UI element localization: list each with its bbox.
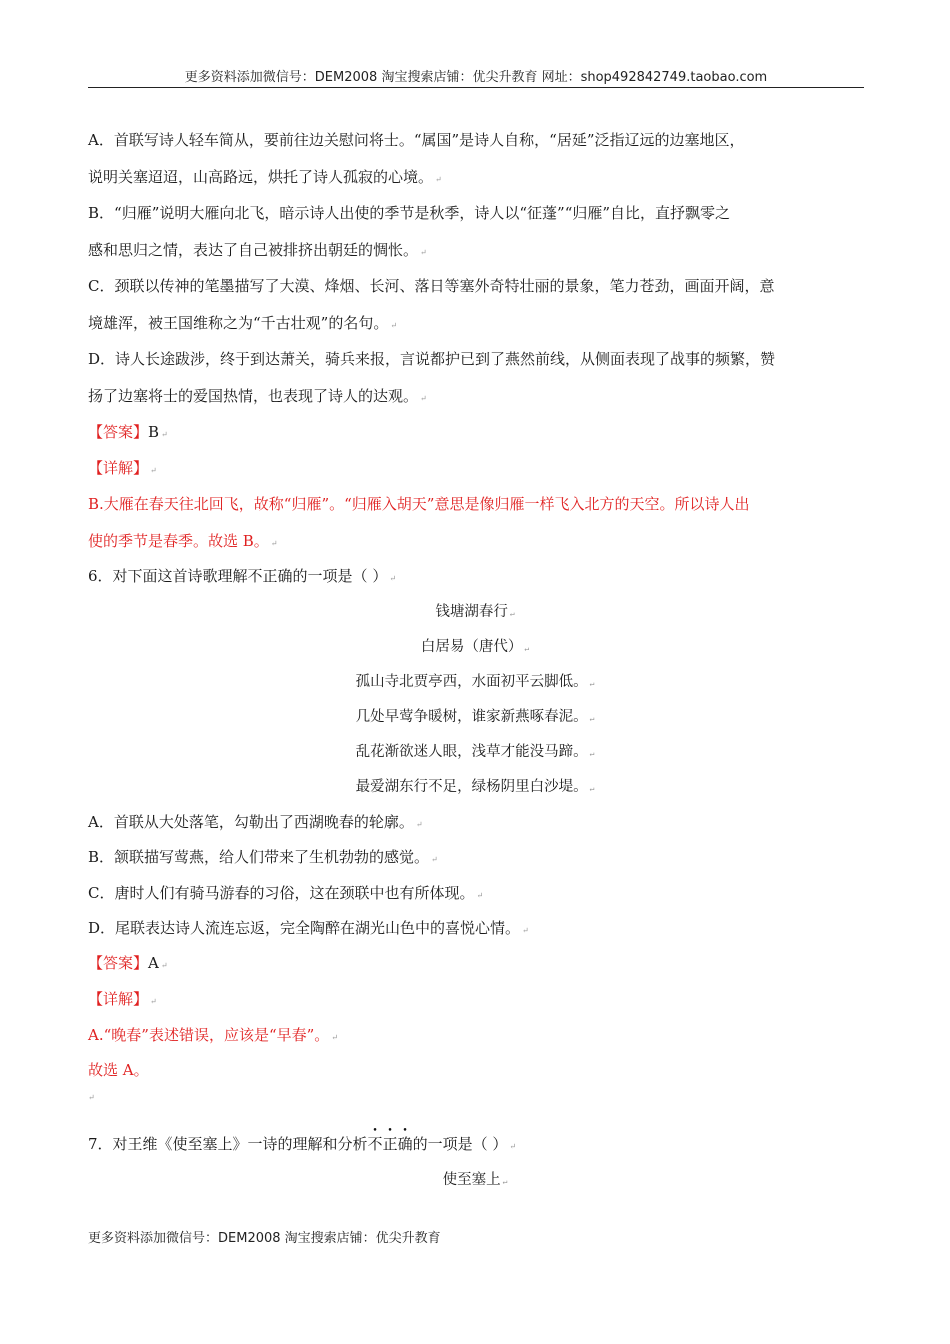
q6-detail-line2: 故选 A。 <box>88 1061 149 1079</box>
header-divider <box>88 87 864 88</box>
q6-option-a: A．首联从大处落笔，勾勒出了西湖晚春的轮廓。 ↵ <box>88 813 423 831</box>
q6-poem-line-1: 孤山寺北贾亭西，水面初平云脚低。 ↵ <box>355 674 595 690</box>
q5-option-b-line1: B．“归雁”说明大雁向北飞，暗示诗人出使的季节是秋季，诗人以“征蓬”“归雁”自比，直抒飘零之 <box>88 204 731 222</box>
emphasis-char-2: 正 <box>382 1135 398 1153</box>
q5-option-a-line2: 说明关塞迢迢，山高路远，烘托了诗人孤寂的心境。 ↵ <box>88 168 442 186</box>
q5-option-b-line2: 感和思归之情，表达了自己被排挤出朝廷的惆怅。 ↵ <box>88 241 427 259</box>
q6-option-b: B．颔联描写莺燕，给人们带来了生机勃勃的感觉。 ↵ <box>88 848 438 866</box>
q6-poem-title: 钱塘湖春行 ↵ <box>435 604 515 620</box>
q6-option-d: D．尾联表达诗人流连忘返，完全陶醉在湖光山色中的喜悦心情。 ↵ <box>88 919 529 937</box>
emphasis-char-1: 不 <box>367 1135 383 1153</box>
q6-option-c: C．唐时人们有骑马游春的习俗，这在颈联中也有所体现。 ↵ <box>88 884 484 902</box>
empty-paragraph-mark: ↵ <box>88 1093 95 1102</box>
q6-question: 6．对下面这首诗歌理解不正确的一项是（ ） ↵ <box>88 567 397 585</box>
q6-poem-line-3: 乱花渐欲迷人眼，浅草才能没马蹄。 ↵ <box>355 744 595 760</box>
q6-answer: 【答案】A ↵ <box>88 954 168 972</box>
q7-question: 7．对王维《使至塞上》一诗的理解和分析不正确的一项是（ ） ↵ <box>88 1135 517 1153</box>
q6-poem-line-2: 几处早莺争暖树，谁家新燕啄春泥。 ↵ <box>355 709 595 725</box>
emphasis-char-3: 确 <box>397 1135 413 1153</box>
q6-poem-author: 白居易（唐代） ↵ <box>420 639 530 655</box>
q5-detail-line1: B.大雁在春天往北回飞，故称“归雁”。“归雁入胡天”意思是像归雁一样飞入北方的天空。所以诗人出 <box>88 495 750 513</box>
q5-option-d-line2: 扬了边塞将士的爱国热情，也表现了诗人的达观。 ↵ <box>88 387 427 405</box>
q6-detail-label: 【详解】 ↵ <box>88 990 157 1008</box>
page-header: 更多资料添加微信号：DEM2008 淘宝搜索店铺：优尖升教育 网址：shop492842749.taobao.com <box>184 70 768 85</box>
q7-poem-title: 使至塞上 ↵ <box>442 1172 508 1188</box>
q5-option-d-line1: D．诗人长途跋涉，终于到达萧关，骑兵来报，言说都护已到了燕然前线，从侧面表现了战事的频繁，赞 <box>88 350 776 368</box>
q5-detail-line2: 使的季节是春季。故选 B。 ↵ <box>88 532 278 550</box>
q5-option-c-line1: C．颈联以传神的笔墨描写了大漠、烽烟、长河、落日等塞外奇特壮丽的景象，笔力苍劲，画面开阔，意 <box>88 277 775 295</box>
q5-option-a-line1: A．首联写诗人轻车简从，要前往边关慰问将士。“属国”是诗人自称，“居延”泛指辽远的边塞地区， <box>88 131 745 149</box>
q6-poem-line-4: 最爱湖东行不足，绿杨阴里白沙堤。 ↵ <box>355 779 595 795</box>
q5-option-c-line2: 境雄浑，被王国维称之为“千古壮观”的名句。 ↵ <box>88 314 398 332</box>
page-footer: 更多资料添加微信号：DEM2008 淘宝搜索店铺：优尖升教育 <box>88 1231 441 1246</box>
q5-answer: 【答案】B ↵ <box>88 423 168 441</box>
q6-detail-line1: A.“晚春”表述错误，应该是“早春”。 ↵ <box>88 1026 338 1044</box>
q5-detail-label: 【详解】 ↵ <box>88 459 157 477</box>
